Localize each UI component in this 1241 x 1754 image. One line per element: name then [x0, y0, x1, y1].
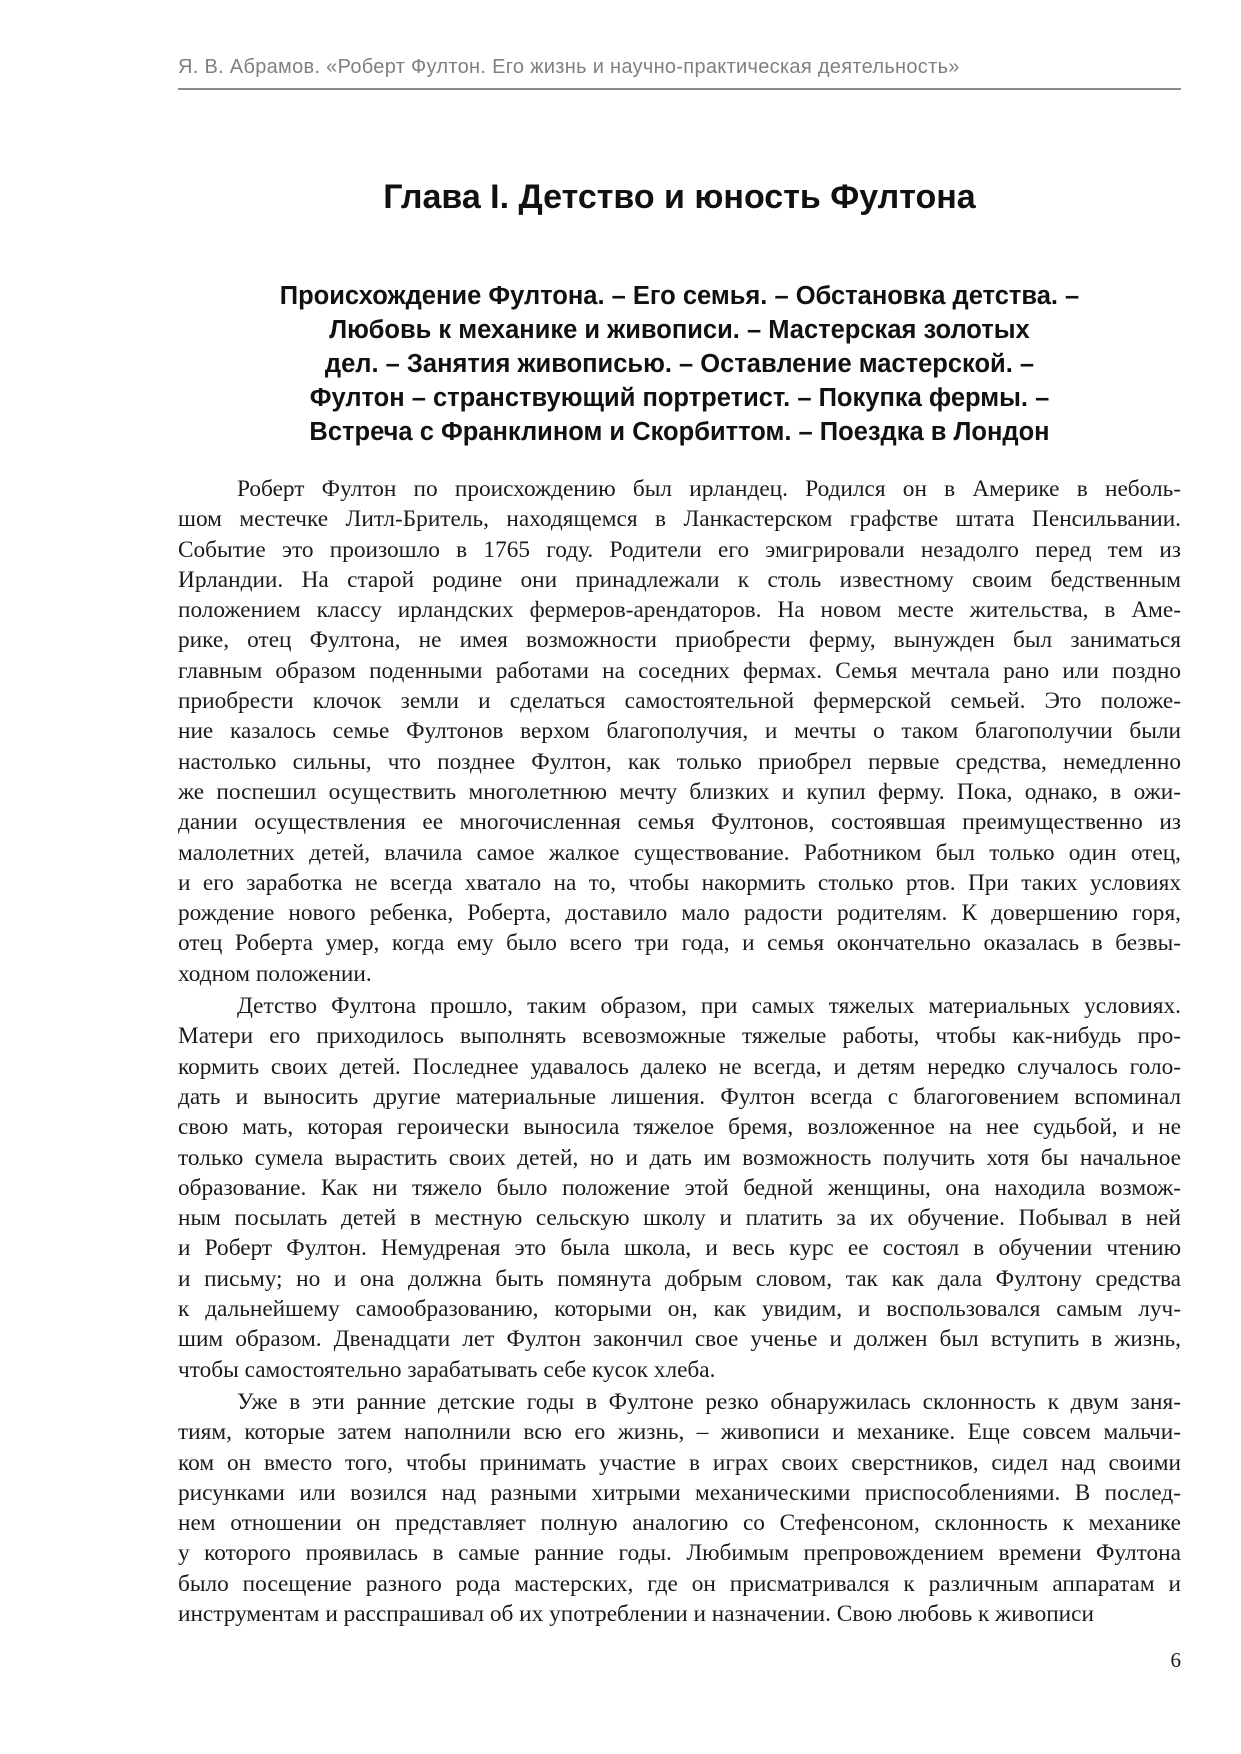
synopsis-line: Происхождение Фултона. – Его семья. – Обстановка детства. – — [279, 282, 1080, 310]
chapter-title: Глава I. Детство и юность Фултона — [383, 178, 976, 216]
text-line: инструментам и расспрашивал об их употреблении и назначении. Свою любовь к живописи — [178, 1600, 1094, 1627]
text-line: рике, отец Фултона, не имея возможности приобрести ферму, вынужден был заниматься — [178, 627, 1181, 654]
text-line: чтобы самостоятельно зарабатывать себе кусок хлеба. — [178, 1356, 716, 1383]
text-line: Уже в эти ранние детские годы в Фултоне резко обнаружилась склонность к двум заня- — [237, 1388, 1181, 1415]
text-line: Матери его приходилось выполнять всевозможные тяжелые работы, чтобы как-нибудь про- — [178, 1023, 1181, 1050]
text-line: только сумела вырастить своих детей, но и дать им возможность получить хотя бы начальное — [178, 1144, 1181, 1171]
text-line: и Роберт Фултон. Немудреная это была школа, и весь курс ее состоял в обучении чтению — [178, 1235, 1181, 1262]
text-line: ком он вместо того, чтобы принимать участие в играх своих сверстников, сидел над своими — [178, 1449, 1181, 1476]
text-line: ходном положении. — [178, 960, 372, 987]
paragraph — [178, 1387, 1181, 1629]
text-line: свою мать, которая героически выносила тяжелое бремя, возложенное на нее судьбой, и не — [178, 1114, 1181, 1141]
synopsis-line: Встреча с Франклином и Скорбиттом. – Поездка в Лондон — [309, 418, 1050, 446]
synopsis-line: дел. – Занятия живописью. – Оставление мастерской. – — [324, 350, 1035, 378]
paragraph — [178, 991, 1181, 1385]
text-line: и его заработка не всегда хватало на то, чтобы накормить столько ртов. При таких условиях — [178, 869, 1181, 896]
synopsis-line: Фултон – странствующий портретист. – Покупка фермы. – — [309, 384, 1050, 412]
text-line: же поспешил осуществить многолетнюю мечту близких и купил ферму. Пока, однако, в ожи- — [178, 778, 1181, 805]
text-line: ным посылать детей в местную сельскую школу и платить за их обучение. Побывал в ней — [178, 1205, 1181, 1232]
text-line: Событие это произошло в 1765 году. Родители его эмигрировали незадолго перед тем из — [178, 536, 1181, 563]
text-line: шим образом. Двенадцати лет Фултон закончил свое ученье и должен был вступить в жизнь, — [178, 1326, 1181, 1353]
running-header: Я. В. Абрамов. «Роберт Фултон. Его жизнь и научно-практическая деятельность» — [178, 56, 960, 78]
text-line: малолетних детей, влачила самое жалкое существование. Работником был только один отец, — [178, 839, 1181, 866]
text-line: Ирландии. На старой родине они принадлежали к столь известному своим бедственным — [178, 566, 1181, 593]
text-line: у которого проявилась в самые ранние годы. Любимым препровождением времени Фултона — [178, 1540, 1181, 1567]
text-line: дании осуществления ее многочисленная семья Фултонов, состоявшая преимущественно из — [178, 809, 1181, 836]
chapter-synopsis — [178, 279, 1181, 449]
text-line: Роберт Фултон по происхождению был ирландец. Родился он в Америке в неболь- — [237, 476, 1181, 502]
text-line: дать и выносить другие материальные лишения. Фултон всегда с благоговением вспоминал — [178, 1083, 1181, 1110]
text-line: кормить своих детей. Последнее удавалось далеко не всегда, и детям нередко случалось голо- — [178, 1053, 1181, 1080]
text-line: и письму; но и она должна быть помянута добрым словом, так как дала Фултону средства — [178, 1265, 1181, 1292]
text-line: тиям, которые затем наполнили всю его жизнь, – живописи и механике. Еще совсем мальчи- — [178, 1419, 1181, 1446]
text-line: рисунками или возился над разными хитрыми механическими приспособлениями. В послед- — [178, 1479, 1181, 1506]
body-text — [178, 474, 1181, 1629]
text-line: приобрести клочок земли и сделаться самостоятельной фермерской семьей. Это положе- — [178, 688, 1181, 715]
text-line: нем отношении он представляет полную аналогию со Стефенсоном, склонность к механике — [178, 1510, 1181, 1537]
text-line: образование. Как ни тяжело было положение этой бедной женщины, она находила возмож- — [178, 1174, 1181, 1201]
synopsis-line: Любовь к механике и живописи. – Мастерская золотых — [329, 316, 1030, 344]
text-line: шом местечке Литл-Бритель, находящемся в Ланкастерском графстве штата Пенсильвании. — [178, 506, 1181, 533]
text-line: главным образом поденными работами на соседних фермах. Семья мечтала рано или поздно — [178, 657, 1181, 684]
text-line: Детство Фултона прошло, таким образом, при самых тяжелых материальных условиях. — [237, 993, 1181, 1020]
text-line: к дальнейшему самообразованию, которыми он, как увидим, и воспользовался самым луч- — [178, 1296, 1181, 1323]
text-line: рождение нового ребенка, Роберта, доставило мало радости родителям. К довершению горя, — [178, 900, 1181, 927]
page-number: 6 — [1170, 1648, 1181, 1672]
header-divider — [178, 88, 1181, 90]
text-line: было посещение разного рода мастерских, где он присматривался к различным аппаратам и — [178, 1570, 1181, 1597]
text-line: положением классу ирландских фермеров-арендаторов. На новом месте жительства, в Аме- — [178, 597, 1181, 624]
text-line: настолько сильны, что позднее Фултон, как только приобрел первые средства, немедленно — [178, 748, 1181, 775]
text-line: отец Роберта умер, когда ему было всего три года, и семья окончательно оказалась в безвы- — [178, 930, 1181, 957]
text-line: ние казалось семье Фултонов верхом благополучия, и мечты о таком благополучии были — [178, 718, 1181, 745]
paragraph — [178, 474, 1181, 989]
